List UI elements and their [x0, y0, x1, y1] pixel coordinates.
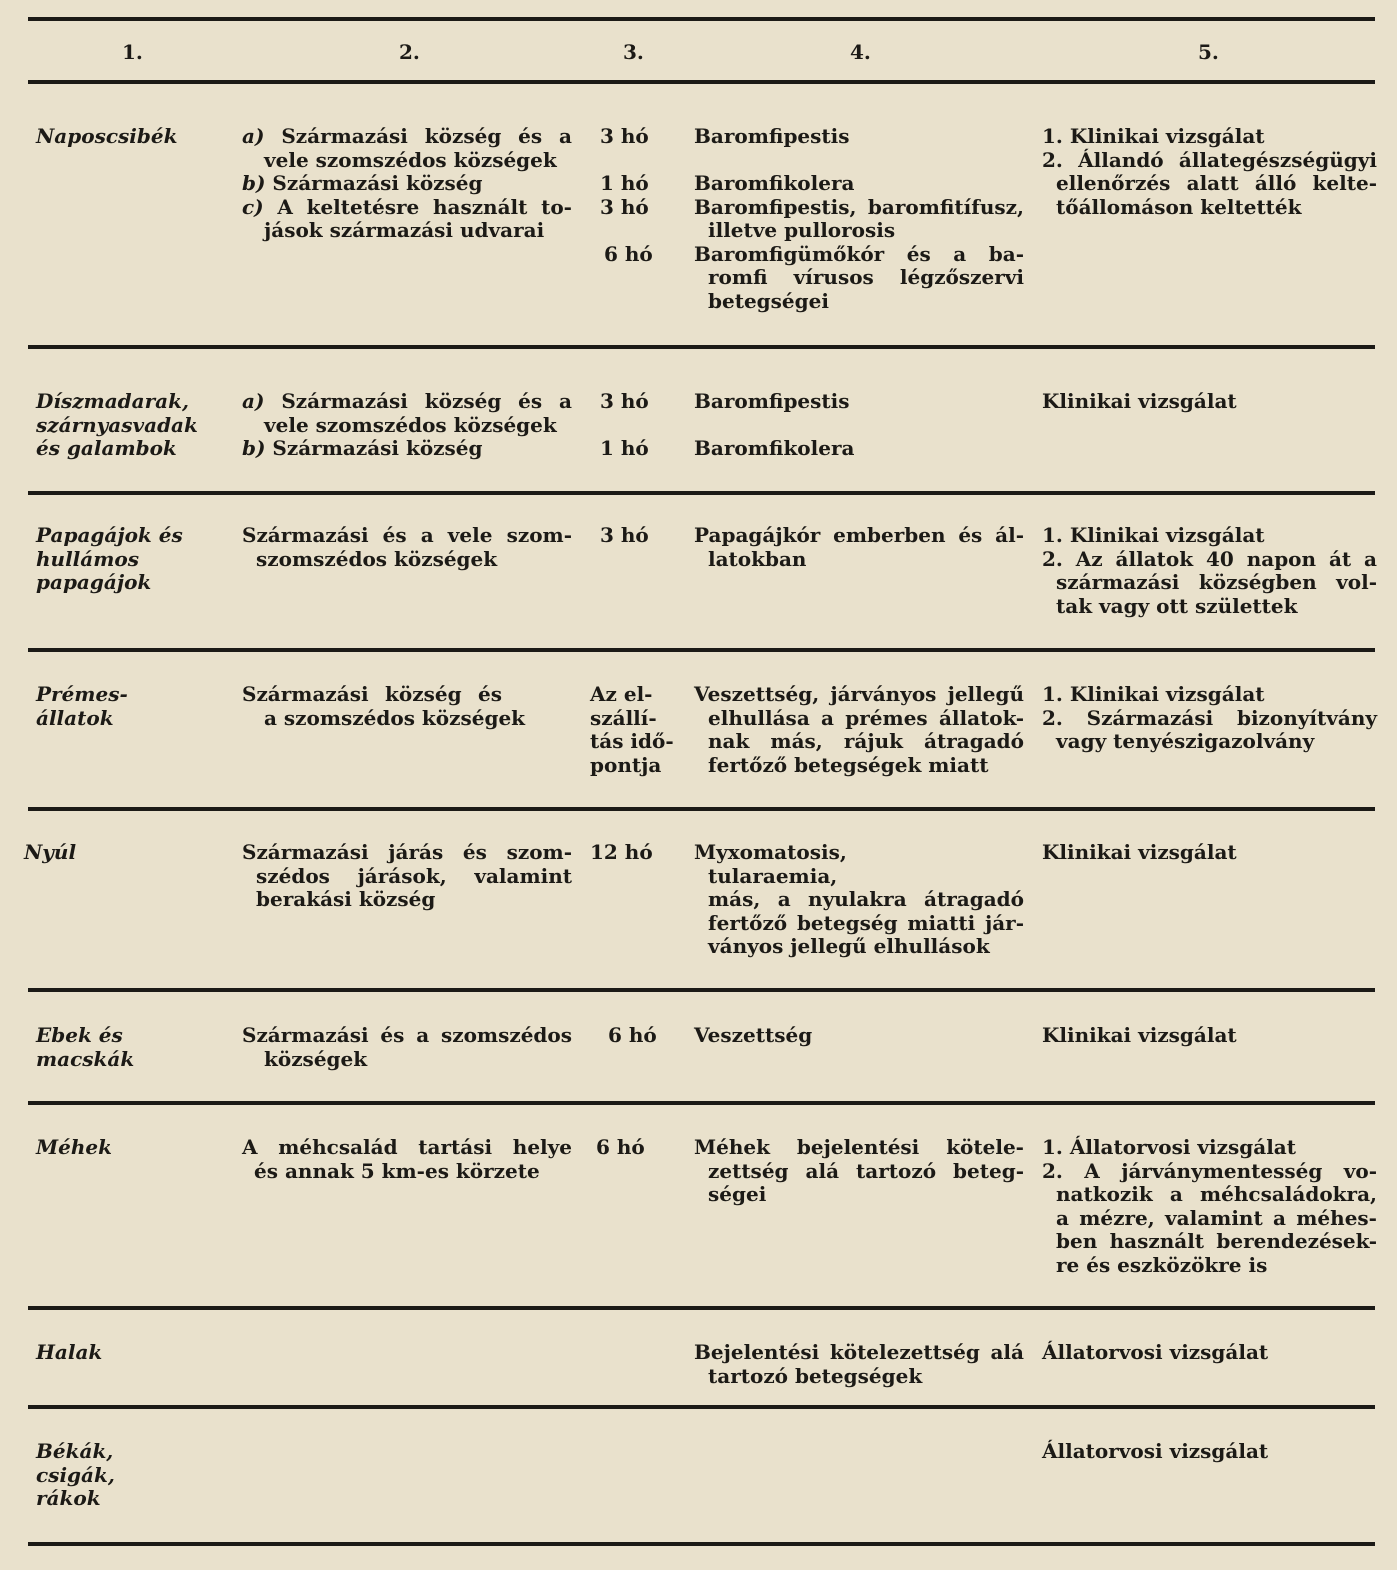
area-cell: Származási község és a szomszédos községek — [242, 682, 526, 730]
header-bottom-rule — [28, 80, 1375, 84]
requirement-cell: Klinikai vizsgálat — [1042, 840, 1237, 864]
row-divider — [28, 1405, 1375, 1409]
column-header-3: 3. — [623, 40, 644, 64]
disease-cell: Papagájkór emberben és ál- latokban — [694, 523, 1024, 571]
area-cell: a) Származási község és a vele szomszédos községek b) Származási község — [242, 389, 573, 460]
area-cell: A méhcsalád tartási helye és annak 5 km-es körzete — [242, 1135, 572, 1183]
animal-cell: Méhek — [36, 1135, 112, 1159]
area-cell: Származási és a vele szom- szomszédos községek — [242, 523, 572, 571]
table-top-rule — [28, 17, 1375, 21]
row-divider — [28, 345, 1375, 349]
animal-cell: Halak — [36, 1340, 103, 1364]
disease-cell: Baromfipestis Baromfikolera Baromfipestis, baromfitífusz, illetve pullorosis Baromfigümőkór és a ba- romfi vírusos légzőszervi betegségei — [694, 124, 1024, 313]
table-bottom-rule — [28, 1542, 1375, 1546]
requirement-cell: Állatorvosi vizsgálat — [1042, 1340, 1269, 1364]
animal-cell: Ebek és macskák — [36, 1023, 135, 1071]
disease-cell: Méhek bejelentési kötele- zettség alá tartozó beteg- ségei — [694, 1135, 1024, 1206]
disease-cell: Baromfipestis Baromfikolera — [694, 389, 855, 460]
animal-cell: Papagájok és hullámos papagájok — [36, 523, 183, 594]
row-divider — [28, 1306, 1375, 1310]
requirement-cell: Klinikai vizsgálat — [1042, 389, 1237, 413]
requirement-cell: Klinikai vizsgálat — [1042, 1023, 1237, 1047]
animal-cell: Békák, csigák, rákok — [36, 1439, 115, 1510]
requirement-cell: 1. Klinikai vizsgálat 2. Állandó állategészségügyi ellenőrzés alatt álló kelte- tőállomáson keltették — [1042, 124, 1377, 219]
requirement-cell: 1. Állatorvosi vizsgálat 2. A járványmentesség vo- natkozik a méhcsaládokra, a mézre, valamint a méhes- ben használt berendezések- re és eszközökre is — [1042, 1135, 1377, 1277]
period-cell: 3 hó — [600, 523, 649, 547]
area-cell: a) Származási község és a vele szomszédos községek b) Származási község c) A keltetésre használt to- jások származási udvarai — [242, 124, 573, 242]
area-cell: Származási és a szomszédos községek — [242, 1023, 572, 1071]
period-cell: 6 hó — [596, 1135, 645, 1159]
period-cell: Az el- szállí- tás idő- pontja — [590, 682, 674, 777]
requirement-cell: 1. Klinikai vizsgálat 2. Származási bizonyítvány vagy tenyészigazolvány — [1042, 682, 1377, 753]
area-cell: Származási járás és szom- szédos járások, valamint berakási község — [242, 840, 572, 911]
period-cell: 3 hó 1 hó 3 hó 6 hó — [600, 124, 653, 266]
animal-cell: Díszmadarak, szárnyasvadak és galambok — [36, 389, 198, 460]
row-divider — [28, 1101, 1375, 1105]
disease-cell: Bejelentési kötelezettség alá tartozó betegségek — [694, 1340, 1024, 1388]
column-header-5: 5. — [1198, 40, 1219, 64]
animal-cell: Nyúl — [24, 840, 77, 864]
row-divider — [28, 491, 1375, 495]
disease-cell: Veszettség, járványos jellegű elhullása a prémes állatok- nak más, rájuk átragadó fertőző betegségek miatt — [694, 682, 1024, 777]
animal-cell: Prémes- állatok — [36, 682, 128, 730]
period-cell: 12 hó — [590, 840, 653, 864]
row-divider — [28, 807, 1375, 811]
period-cell: 3 hó 1 hó — [600, 389, 649, 460]
requirement-cell: 1. Klinikai vizsgálat 2. Az állatok 40 napon át a származási községben vol- tak vagy ott születtek — [1042, 523, 1377, 618]
row-divider — [28, 988, 1375, 992]
column-header-1: 1. — [122, 40, 143, 64]
animal-cell: Naposcsibék — [36, 124, 178, 148]
requirement-cell: Állatorvosi vizsgálat — [1042, 1439, 1269, 1463]
period-cell: 6 hó — [608, 1023, 657, 1047]
column-header-4: 4. — [850, 40, 871, 64]
row-divider — [28, 648, 1375, 652]
disease-cell: Myxomatosis, tularaemia, más, a nyulakra átragadó fertőző betegség miatti jár- ványos jellegű elhullások — [694, 840, 1024, 958]
column-header-2: 2. — [399, 40, 420, 64]
disease-cell: Veszettség — [694, 1023, 813, 1047]
